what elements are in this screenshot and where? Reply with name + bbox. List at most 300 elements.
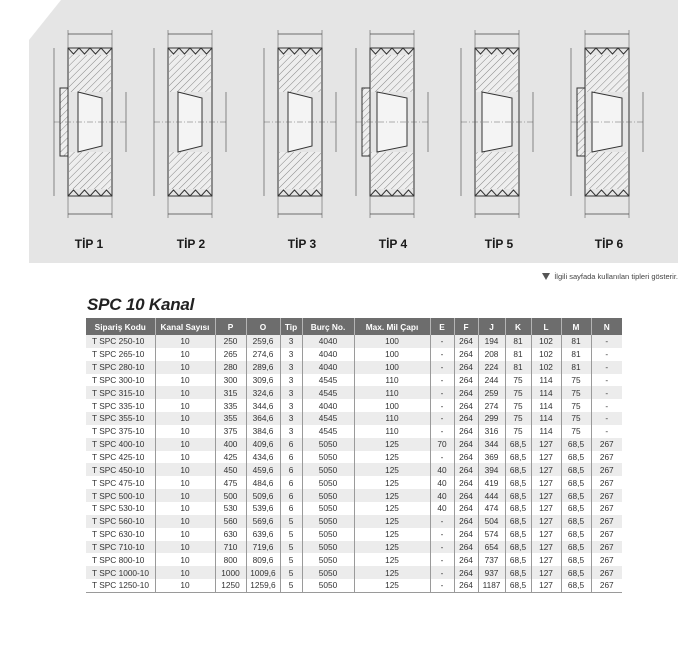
column-header: J xyxy=(478,318,505,335)
table-cell: 267 xyxy=(591,541,622,554)
table-cell: 315 xyxy=(215,386,246,399)
table-row xyxy=(86,463,622,476)
table-cell: 369 xyxy=(478,451,505,464)
table-cell: 127 xyxy=(531,489,561,502)
table-cell: 10 xyxy=(155,541,215,554)
table-cell: 110 xyxy=(354,374,430,387)
table-cell: 504 xyxy=(478,515,505,528)
table-cell: 264 xyxy=(454,425,478,438)
table-cell: - xyxy=(430,335,454,348)
table-cell: 264 xyxy=(454,348,478,361)
table-cell: 125 xyxy=(354,566,430,579)
table-cell: 264 xyxy=(454,399,478,412)
table-row xyxy=(86,412,622,425)
table-cell: 6 xyxy=(280,451,302,464)
table-cell: 114 xyxy=(531,386,561,399)
table-cell: 394 xyxy=(478,463,505,476)
table-cell: 127 xyxy=(531,566,561,579)
table-cell: 654 xyxy=(478,541,505,554)
table-cell: 474 xyxy=(478,502,505,515)
table-cell: 710 xyxy=(215,541,246,554)
pulley-drawing-4 xyxy=(356,30,428,218)
spec-table xyxy=(86,318,622,593)
table-cell: 3 xyxy=(280,386,302,399)
table-row xyxy=(86,502,622,515)
table-cell: 68,5 xyxy=(561,566,591,579)
table-cell: 264 xyxy=(454,553,478,566)
column-header: L xyxy=(531,318,561,335)
table-cell: T SPC 335-10 xyxy=(86,399,155,412)
table-cell: 3 xyxy=(280,374,302,387)
table-cell: 4040 xyxy=(302,348,354,361)
table-cell: T SPC 315-10 xyxy=(86,386,155,399)
table-cell: 70 xyxy=(430,438,454,451)
table-cell: 68,5 xyxy=(505,579,531,592)
table-cell: 40 xyxy=(430,463,454,476)
table-cell: 68,5 xyxy=(505,515,531,528)
table-cell: 10 xyxy=(155,386,215,399)
table-cell: 10 xyxy=(155,528,215,541)
table-cell: 10 xyxy=(155,361,215,374)
table-row xyxy=(86,566,622,579)
pulley-drawing-3 xyxy=(264,30,336,218)
table-row xyxy=(86,541,622,554)
table-cell: 309,6 xyxy=(246,374,280,387)
table-row xyxy=(86,489,622,502)
table-cell: 100 xyxy=(354,399,430,412)
table-cell: - xyxy=(591,399,622,412)
table-cell: 127 xyxy=(531,476,561,489)
table-cell: - xyxy=(430,374,454,387)
table-cell: - xyxy=(591,374,622,387)
table-cell: 267 xyxy=(591,502,622,515)
table-cell: 5050 xyxy=(302,438,354,451)
table-cell: T SPC 425-10 xyxy=(86,451,155,464)
table-cell: - xyxy=(430,412,454,425)
table-cell: T SPC 250-10 xyxy=(86,335,155,348)
table-cell: 5050 xyxy=(302,566,354,579)
table-cell: 4040 xyxy=(302,335,354,348)
table-cell: 100 xyxy=(354,348,430,361)
table-cell: 114 xyxy=(531,412,561,425)
table-cell: 10 xyxy=(155,502,215,515)
table-cell: T SPC 800-10 xyxy=(86,553,155,566)
table-cell: 75 xyxy=(561,374,591,387)
table-cell: 68,5 xyxy=(561,463,591,476)
table-cell: - xyxy=(591,348,622,361)
table-cell: - xyxy=(591,335,622,348)
table-row xyxy=(86,361,622,374)
table-cell: 264 xyxy=(454,374,478,387)
table-cell: 3 xyxy=(280,335,302,348)
type-label-3: TİP 3 xyxy=(287,237,317,251)
table-cell: 5 xyxy=(280,566,302,579)
table-cell: - xyxy=(430,361,454,374)
table-cell: 5050 xyxy=(302,489,354,502)
table-cell: 6 xyxy=(280,502,302,515)
table-cell: 100 xyxy=(354,335,430,348)
table-cell: 459,6 xyxy=(246,463,280,476)
table-cell: 6 xyxy=(280,476,302,489)
table-cell: 264 xyxy=(454,451,478,464)
table-cell: 324,6 xyxy=(246,386,280,399)
table-cell: 81 xyxy=(561,348,591,361)
table-cell: 264 xyxy=(454,412,478,425)
table-cell: 264 xyxy=(454,502,478,515)
table-row xyxy=(86,425,622,438)
table-cell: 1187 xyxy=(478,579,505,592)
table-cell: 102 xyxy=(531,348,561,361)
table-cell: T SPC 375-10 xyxy=(86,425,155,438)
table-cell: 375 xyxy=(215,425,246,438)
table-cell: 10 xyxy=(155,463,215,476)
table-cell: 719,6 xyxy=(246,541,280,554)
table-cell: 5050 xyxy=(302,515,354,528)
table-cell: - xyxy=(430,528,454,541)
table-cell: 10 xyxy=(155,579,215,592)
table-cell: 5 xyxy=(280,553,302,566)
table-cell: - xyxy=(430,348,454,361)
table-cell: 267 xyxy=(591,515,622,528)
table-cell: 267 xyxy=(591,476,622,489)
table-cell: 10 xyxy=(155,335,215,348)
table-cell: 81 xyxy=(561,361,591,374)
table-cell: 300 xyxy=(215,374,246,387)
table-cell: 4040 xyxy=(302,361,354,374)
table-cell: - xyxy=(430,386,454,399)
table-cell: 5050 xyxy=(302,528,354,541)
pulley-drawing-2 xyxy=(154,30,226,218)
table-cell: - xyxy=(430,515,454,528)
table-cell: 68,5 xyxy=(561,515,591,528)
table-cell: T SPC 400-10 xyxy=(86,438,155,451)
table-cell: 264 xyxy=(454,515,478,528)
table-cell: 10 xyxy=(155,553,215,566)
table-cell: 289,6 xyxy=(246,361,280,374)
table-cell: 265 xyxy=(215,348,246,361)
table-cell: 114 xyxy=(531,399,561,412)
table-cell: 400 xyxy=(215,438,246,451)
table-cell: T SPC 560-10 xyxy=(86,515,155,528)
table-row xyxy=(86,579,622,592)
types-note-text: İlgili sayfada kullanılan tipleri gösterir. xyxy=(554,272,678,281)
table-cell: 4545 xyxy=(302,386,354,399)
table-cell: 5050 xyxy=(302,502,354,515)
table-cell: 800 xyxy=(215,553,246,566)
table-cell: 5050 xyxy=(302,476,354,489)
table-cell: 40 xyxy=(430,476,454,489)
table-cell: 264 xyxy=(454,335,478,348)
table-cell: 125 xyxy=(354,502,430,515)
column-header: P xyxy=(215,318,246,335)
table-cell: T SPC 450-10 xyxy=(86,463,155,476)
table-cell: 68,5 xyxy=(505,489,531,502)
table-cell: 5 xyxy=(280,515,302,528)
table-cell: 10 xyxy=(155,425,215,438)
table-cell: 4545 xyxy=(302,412,354,425)
table-cell: 3 xyxy=(280,425,302,438)
table-cell: 127 xyxy=(531,451,561,464)
table-cell: 208 xyxy=(478,348,505,361)
table-cell: T SPC 280-10 xyxy=(86,361,155,374)
table-cell: 68,5 xyxy=(561,579,591,592)
table-cell: 75 xyxy=(505,386,531,399)
table-cell: 68,5 xyxy=(561,451,591,464)
type-label-1: TİP 1 xyxy=(74,237,104,251)
table-cell: 425 xyxy=(215,451,246,464)
table-cell: 81 xyxy=(505,361,531,374)
table-cell: 539,6 xyxy=(246,502,280,515)
table-cell: 125 xyxy=(354,553,430,566)
table-cell: 3 xyxy=(280,412,302,425)
table-cell: 274 xyxy=(478,399,505,412)
table-cell: 68,5 xyxy=(505,541,531,554)
table-cell: 68,5 xyxy=(505,528,531,541)
table-cell: 259,6 xyxy=(246,335,280,348)
table-cell: 569,6 xyxy=(246,515,280,528)
table-cell: 444 xyxy=(478,489,505,502)
table-cell: 244 xyxy=(478,374,505,387)
table-cell: 68,5 xyxy=(505,566,531,579)
table-cell: 194 xyxy=(478,335,505,348)
pulley-drawing-1 xyxy=(54,30,126,218)
table-cell: 267 xyxy=(591,566,622,579)
table-cell: 335 xyxy=(215,399,246,412)
table-cell: 102 xyxy=(531,335,561,348)
table-cell: T SPC 530-10 xyxy=(86,502,155,515)
table-cell: 224 xyxy=(478,361,505,374)
table-cell: 110 xyxy=(354,412,430,425)
table-cell: 125 xyxy=(354,528,430,541)
column-header: M xyxy=(561,318,591,335)
table-cell: 10 xyxy=(155,515,215,528)
table-cell: 809,6 xyxy=(246,553,280,566)
table-cell: 5 xyxy=(280,541,302,554)
table-cell: 68,5 xyxy=(505,451,531,464)
table-cell: 127 xyxy=(531,553,561,566)
pulley-drawings xyxy=(0,0,700,263)
table-cell: 450 xyxy=(215,463,246,476)
table-cell: 267 xyxy=(591,451,622,464)
table-cell: 125 xyxy=(354,515,430,528)
table-cell: 267 xyxy=(591,489,622,502)
table-cell: 384,6 xyxy=(246,425,280,438)
table-cell: 127 xyxy=(531,502,561,515)
table-cell: T SPC 500-10 xyxy=(86,489,155,502)
column-header: K xyxy=(505,318,531,335)
table-cell: 639,6 xyxy=(246,528,280,541)
table-cell: 75 xyxy=(561,386,591,399)
table-cell: 10 xyxy=(155,399,215,412)
table-cell: 125 xyxy=(354,541,430,554)
table-cell: 75 xyxy=(561,399,591,412)
table-cell: 1259,6 xyxy=(246,579,280,592)
table-cell: 68,5 xyxy=(561,528,591,541)
table-cell: 75 xyxy=(561,412,591,425)
table-cell: 110 xyxy=(354,386,430,399)
table-cell: 267 xyxy=(591,528,622,541)
table-cell: 1000 xyxy=(215,566,246,579)
column-header: O xyxy=(246,318,280,335)
table-cell: 264 xyxy=(454,528,478,541)
table-cell: 264 xyxy=(454,386,478,399)
table-cell: - xyxy=(430,399,454,412)
table-cell: 409,6 xyxy=(246,438,280,451)
table-cell: 264 xyxy=(454,489,478,502)
table-cell: 344,6 xyxy=(246,399,280,412)
table-cell: 3 xyxy=(280,361,302,374)
table-cell: 4545 xyxy=(302,374,354,387)
table-cell: 75 xyxy=(505,399,531,412)
table-cell: 419 xyxy=(478,476,505,489)
table-cell: 434,6 xyxy=(246,451,280,464)
table-cell: 75 xyxy=(561,425,591,438)
table-cell: - xyxy=(430,451,454,464)
pulley-drawing-5 xyxy=(461,30,533,218)
table-cell: 5050 xyxy=(302,463,354,476)
table-cell: 68,5 xyxy=(561,489,591,502)
table-cell: 10 xyxy=(155,374,215,387)
column-header: N xyxy=(591,318,622,335)
spec-table-body xyxy=(86,335,622,592)
table-row xyxy=(86,528,622,541)
column-header: E xyxy=(430,318,454,335)
table-cell: 10 xyxy=(155,412,215,425)
table-cell: 1250 xyxy=(215,579,246,592)
table-cell: 114 xyxy=(531,425,561,438)
table-cell: - xyxy=(430,553,454,566)
table-cell: 68,5 xyxy=(561,476,591,489)
table-cell: 100 xyxy=(354,361,430,374)
table-cell: 280 xyxy=(215,361,246,374)
table-cell: 264 xyxy=(454,541,478,554)
table-cell: - xyxy=(430,579,454,592)
table-cell: 267 xyxy=(591,553,622,566)
table-cell: 6 xyxy=(280,438,302,451)
column-header: Burç No. xyxy=(302,318,354,335)
table-cell: 81 xyxy=(505,335,531,348)
type-label-5: TİP 5 xyxy=(484,237,514,251)
table-cell: 4545 xyxy=(302,425,354,438)
table-cell: 125 xyxy=(354,476,430,489)
table-cell: 484,6 xyxy=(246,476,280,489)
table-cell: - xyxy=(591,386,622,399)
table-cell: 68,5 xyxy=(561,502,591,515)
table-cell: 5050 xyxy=(302,541,354,554)
table-cell: 267 xyxy=(591,463,622,476)
table-cell: T SPC 630-10 xyxy=(86,528,155,541)
column-header: F xyxy=(454,318,478,335)
table-cell: - xyxy=(430,425,454,438)
table-cell: 68,5 xyxy=(561,553,591,566)
table-cell: 127 xyxy=(531,579,561,592)
column-header: Tip xyxy=(280,318,302,335)
table-row xyxy=(86,399,622,412)
table-cell: 264 xyxy=(454,463,478,476)
table-cell: 68,5 xyxy=(561,541,591,554)
table-cell: 68,5 xyxy=(505,476,531,489)
table-cell: 267 xyxy=(591,438,622,451)
table-row xyxy=(86,451,622,464)
table-row xyxy=(86,374,622,387)
type-label-4: TİP 4 xyxy=(378,237,408,251)
table-row xyxy=(86,515,622,528)
table-cell: T SPC 710-10 xyxy=(86,541,155,554)
column-header: Max. Mil Çapı xyxy=(354,318,430,335)
table-cell: - xyxy=(591,361,622,374)
table-title: SPC 10 Kanal xyxy=(87,295,195,314)
spec-table-header xyxy=(86,318,622,335)
table-cell: 10 xyxy=(155,566,215,579)
table-cell: 530 xyxy=(215,502,246,515)
table-cell: 364,6 xyxy=(246,412,280,425)
table-cell: 68,5 xyxy=(505,438,531,451)
table-cell: 5 xyxy=(280,579,302,592)
table-cell: 4040 xyxy=(302,399,354,412)
table-cell: 110 xyxy=(354,425,430,438)
table-cell: T SPC 1000-10 xyxy=(86,566,155,579)
table-cell: 355 xyxy=(215,412,246,425)
types-note xyxy=(542,272,678,281)
table-cell: 68,5 xyxy=(505,463,531,476)
table-cell: 574 xyxy=(478,528,505,541)
table-cell: 125 xyxy=(354,489,430,502)
table-cell: 5050 xyxy=(302,553,354,566)
table-cell: 500 xyxy=(215,489,246,502)
table-cell: 81 xyxy=(505,348,531,361)
table-cell: 475 xyxy=(215,476,246,489)
table-cell: 68,5 xyxy=(505,553,531,566)
table-cell: 250 xyxy=(215,335,246,348)
table-cell: T SPC 265-10 xyxy=(86,348,155,361)
table-cell: 127 xyxy=(531,438,561,451)
table-cell: 509,6 xyxy=(246,489,280,502)
table-cell: 125 xyxy=(354,579,430,592)
table-row xyxy=(86,476,622,489)
table-cell: 125 xyxy=(354,463,430,476)
table-row xyxy=(86,553,622,566)
table-cell: 264 xyxy=(454,438,478,451)
table-cell: 560 xyxy=(215,515,246,528)
table-cell: 5 xyxy=(280,528,302,541)
triangle-down-icon xyxy=(542,273,550,280)
type-label-6: TİP 6 xyxy=(594,237,624,251)
table-cell: 264 xyxy=(454,579,478,592)
table-cell: 299 xyxy=(478,412,505,425)
table-cell: 10 xyxy=(155,451,215,464)
column-header: Sipariş Kodu xyxy=(86,318,155,335)
table-cell: 75 xyxy=(505,425,531,438)
table-cell: 125 xyxy=(354,451,430,464)
table-cell: 127 xyxy=(531,515,561,528)
table-cell: 737 xyxy=(478,553,505,566)
type-label-2: TİP 2 xyxy=(176,237,206,251)
table-cell: 125 xyxy=(354,438,430,451)
table-cell: 267 xyxy=(591,579,622,592)
table-cell: 630 xyxy=(215,528,246,541)
table-cell: 10 xyxy=(155,438,215,451)
table-cell: 40 xyxy=(430,489,454,502)
table-cell: 10 xyxy=(155,348,215,361)
table-cell: - xyxy=(430,566,454,579)
table-cell: 264 xyxy=(454,566,478,579)
table-cell: - xyxy=(591,425,622,438)
table-cell: 127 xyxy=(531,463,561,476)
table-cell: - xyxy=(430,541,454,554)
table-row xyxy=(86,438,622,451)
table-cell: 127 xyxy=(531,541,561,554)
table-row xyxy=(86,348,622,361)
